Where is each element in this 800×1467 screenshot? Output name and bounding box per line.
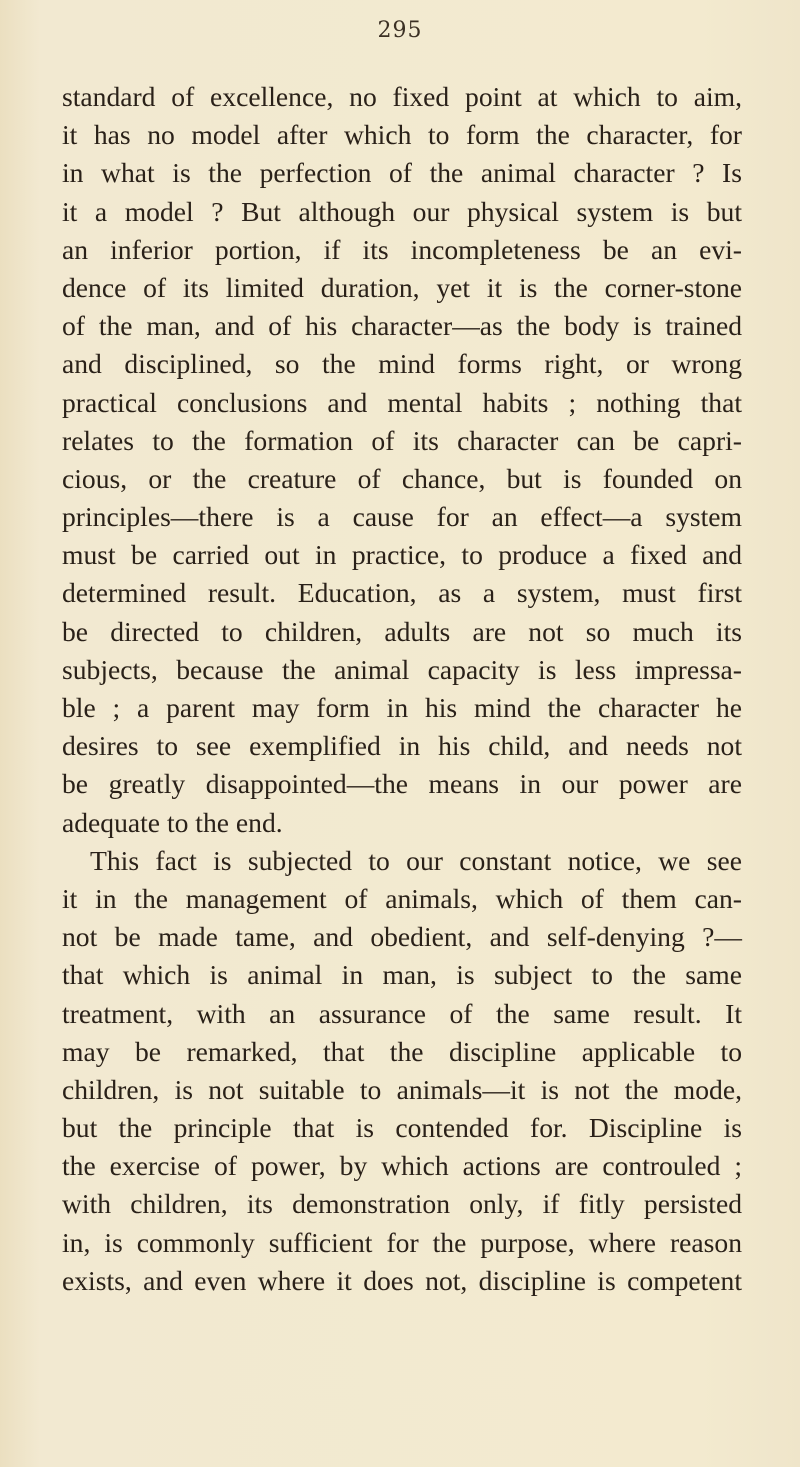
text-line: determined result. Education, as a system, must first — [62, 577, 742, 609]
text-line: subjects, because the animal capacity is less impressa- — [62, 653, 742, 685]
text-line: the exercise of power, by which actions are controuled ; — [62, 1150, 742, 1182]
text-line: with children, its demonstration only, if fitly persisted — [62, 1188, 742, 1220]
text-line: be greatly disappointed—the means in our power are — [62, 768, 742, 800]
text-line: not be made tame, and obedient, and self-denying ?— — [62, 921, 742, 953]
page-number: 295 — [377, 18, 423, 43]
text-line: exists, and even where it does not, discipline is competent — [62, 1264, 742, 1296]
text-line: adequate to the end. — [62, 806, 283, 838]
text-line: it has no model after which to form the character, for — [62, 119, 742, 151]
text-line: of the man, and of his character—as the body is trained — [62, 310, 742, 342]
text-line: it in the management of animals, which of them can- — [62, 882, 742, 914]
text-line: that which is animal in man, is subject to the same — [62, 959, 742, 991]
text-line: it a model ? But although our physical system is but — [62, 195, 742, 227]
text-line: practical conclusions and mental habits ; nothing that — [62, 386, 742, 418]
text-line: standard of excellence, no fixed point at which to aim, — [62, 81, 742, 112]
text-line: must be carried out in practice, to produce a fixed and — [62, 539, 742, 571]
text-line: children, is not suitable to animals—it is not the mode, — [62, 1073, 742, 1105]
text-line: in what is the perfection of the animal character ? Is — [62, 157, 742, 189]
text-line: cious, or the creature of chance, but is founded on — [62, 462, 742, 494]
text-line: and disciplined, so the mind forms right, or wrong — [62, 348, 742, 380]
text-line: treatment, with an assurance of the same result. It — [62, 997, 742, 1029]
text-line: be directed to children, adults are not so much its — [62, 615, 742, 647]
text-line: desires to see exemplified in his child, and needs not — [62, 730, 742, 762]
text-line: but the principle that is contended for. Discipline is — [62, 1112, 742, 1144]
text-line: an inferior portion, if its incompleteness be an evi- — [62, 233, 742, 265]
text-line: may be remarked, that the discipline applicable to — [62, 1035, 742, 1067]
text-line: relates to the formation of its character can be capri- — [62, 424, 742, 456]
text-line: principles—there is a cause for an effect—a system — [62, 501, 742, 533]
text-line: ble ; a parent may form in his mind the character he — [62, 692, 742, 723]
body-text — [62, 78, 742, 1300]
text-line: dence of its limited duration, yet it is the corner-stone — [62, 271, 742, 303]
text-line: This fact is subjected to our constant notice, we see — [90, 844, 742, 876]
text-line: in, is commonly sufficient for the purpose, where reason — [62, 1226, 742, 1258]
